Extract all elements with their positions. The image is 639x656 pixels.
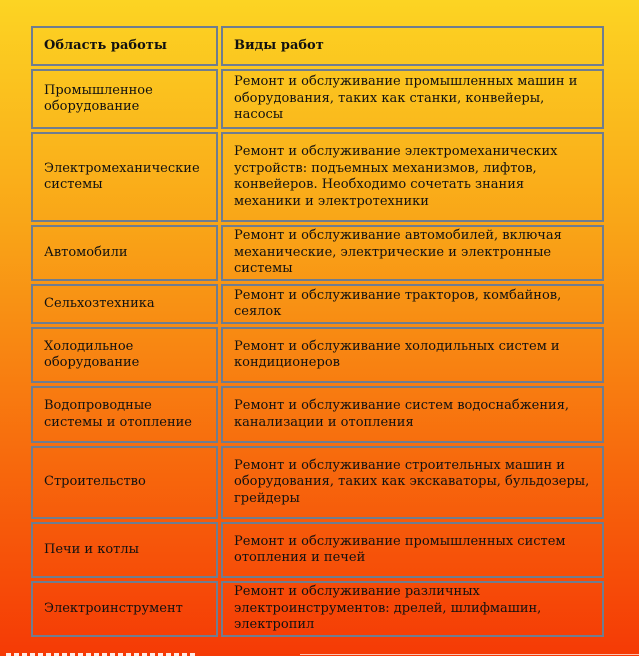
table-row — [31, 522, 604, 578]
row-work-cell: Ремонт и обслуживание систем водоснабжения, канализации и отопления — [221, 386, 604, 443]
row-work-cell: Ремонт и обслуживание автомобилей, включая механические, электрические и электронные системы — [221, 225, 604, 281]
row-area-cell: Холодильное оборудование — [31, 327, 218, 383]
row-area-cell: Водопроводные системы и отопление — [31, 386, 218, 443]
bottom-decoration — [0, 652, 639, 656]
row-work-cell: Ремонт и обслуживание различных электроинструментов: дрелей, шлифмашин, электропил — [221, 581, 604, 637]
row-work-cell: Ремонт и обслуживание тракторов, комбайнов, сеялок — [221, 284, 604, 324]
table-row — [31, 132, 604, 222]
work-areas-table-container — [31, 26, 610, 640]
row-work-cell: Ремонт и обслуживание промышленных машин и оборудования, таких как станки, конвейеры, насосы — [221, 69, 604, 129]
row-work-cell: Ремонт и обслуживание холодильных систем и кондиционеров — [221, 327, 604, 383]
row-area-cell: Электроинструмент — [31, 581, 218, 637]
row-area-cell: Электромеханические системы — [31, 132, 218, 222]
header-work-types: Виды работ — [221, 26, 604, 66]
decorative-rule — [300, 654, 639, 655]
row-area-cell: Автомобили — [31, 225, 218, 281]
row-area-cell: Сельхозтехника — [31, 284, 218, 324]
table-row — [31, 225, 604, 281]
table-row — [31, 581, 604, 637]
row-area-cell: Строительство — [31, 446, 218, 519]
table-row — [31, 446, 604, 519]
header-area: Область работы — [31, 26, 218, 66]
work-areas-table — [28, 23, 607, 640]
table-row — [31, 284, 604, 324]
table-row — [31, 69, 604, 129]
row-work-cell: Ремонт и обслуживание строительных машин и оборудования, таких как экскаваторы, бульдозеры, грейдеры — [221, 446, 604, 519]
row-work-cell: Ремонт и обслуживание электромеханических устройств: подъемных механизмов, лифтов, конвейеров. Необходимо сочетать знания механики и электротехники — [221, 132, 604, 222]
row-work-cell: Ремонт и обслуживание промышленных систем отопления и печей — [221, 522, 604, 578]
row-area-cell: Промышленное оборудование — [31, 69, 218, 129]
table-row — [31, 386, 604, 443]
table-header-row — [31, 26, 604, 66]
table-row — [31, 327, 604, 383]
row-area-cell: Печи и котлы — [31, 522, 218, 578]
